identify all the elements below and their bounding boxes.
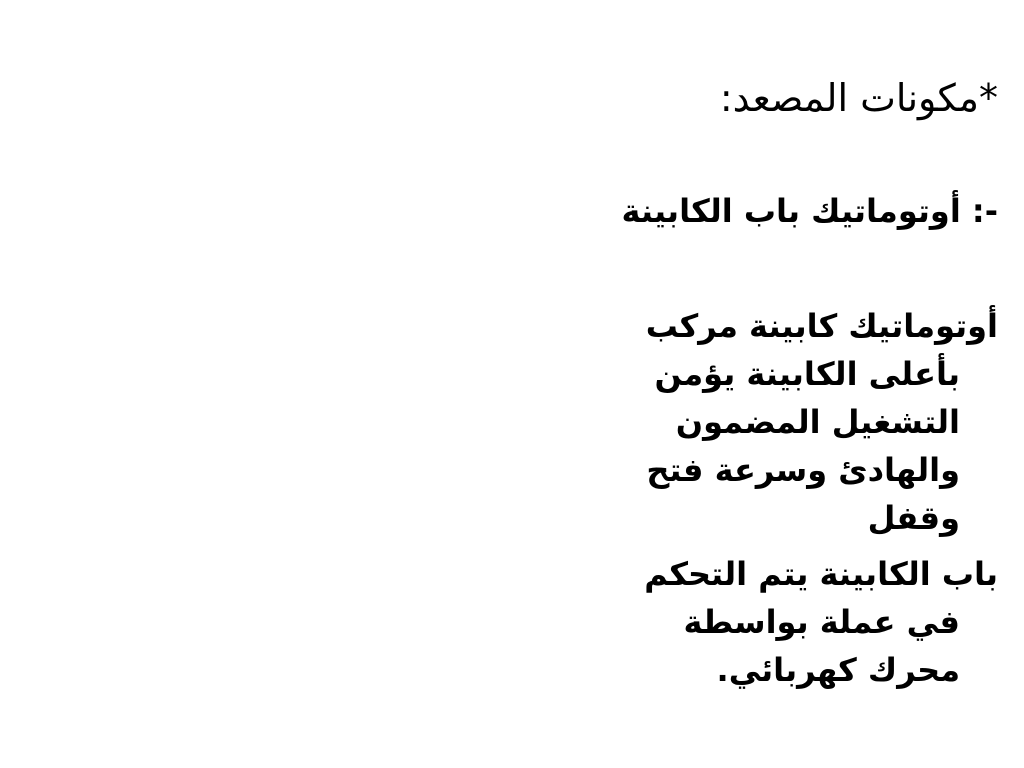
slide-title: *مكونات المصعد:: [719, 76, 998, 120]
paragraph-line: محرك كهربائي.: [716, 651, 960, 689]
paragraph-line: في عملة بواسطة: [683, 603, 960, 641]
title-reflection: [398, 122, 998, 142]
paragraph-line: بأعلى الكابينة يؤمن: [654, 355, 960, 393]
paragraph-line: باب الكابينة يتم التحكم: [644, 555, 998, 593]
paragraph-line: وقفل: [867, 499, 960, 537]
paragraph-line: أوتوماتيك كابينة مركب: [645, 307, 998, 345]
subheading: -: أوتوماتيك باب الكابينة: [621, 192, 998, 230]
paragraph-cabin-automatic: [646, 302, 998, 542]
paragraph-line: والهادئ وسرعة فتح: [646, 451, 960, 489]
title-block: [398, 74, 998, 142]
paragraph-cabin-door: [644, 550, 998, 694]
paragraph-line: التشغيل المضمون: [675, 403, 960, 441]
